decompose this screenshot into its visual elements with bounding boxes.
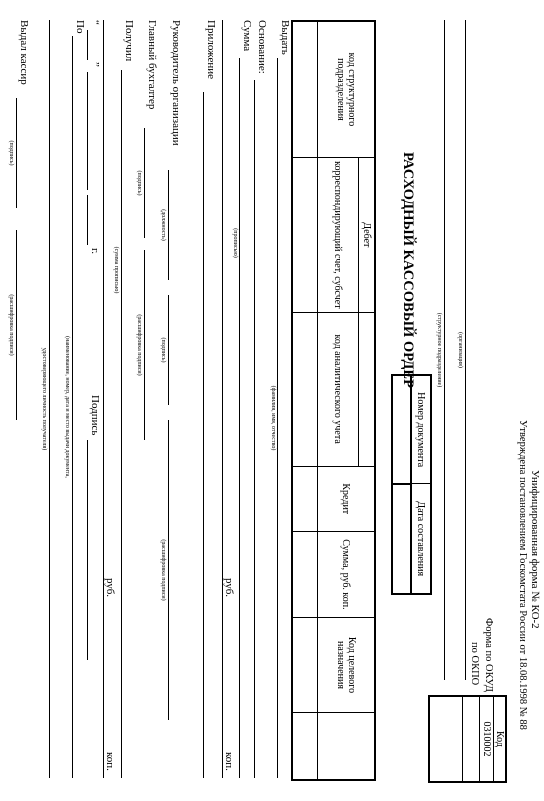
approval-note: Утверждена постановлением Госкомстата России от 18.08.1998 № 88: [517, 420, 528, 730]
year-suffix: г.: [89, 248, 101, 255]
head-label: Руководитель организации: [170, 20, 182, 146]
cell-empty: [293, 713, 318, 780]
sum-label: Сумма: [241, 20, 253, 52]
sum-line: [239, 58, 240, 778]
document-line: [72, 36, 73, 778]
number-label: Номер документа: [411, 375, 431, 484]
page-title: РАСХОДНЫЙ КАССОВЫЙ ОРДЕР: [400, 152, 416, 388]
number-value: [392, 375, 411, 484]
debit-head: Дебет: [359, 157, 376, 312]
sign-label: Подпись: [89, 395, 101, 436]
cell-purpose: [293, 617, 318, 712]
head-decoding-caption: (расшифровка подписи): [160, 539, 166, 601]
attachment-label: Приложение: [205, 20, 217, 80]
head-position-caption: (должность): [160, 209, 166, 241]
issue-label: Выдать: [279, 20, 291, 55]
cashier-signature-line: [16, 98, 17, 208]
accounting-table: [292, 20, 377, 781]
credit-head: Кредит: [318, 466, 376, 532]
okud-label: Форма по ОКУД: [483, 618, 494, 692]
cashier-decoding-caption: (расшифровка подписи): [8, 294, 14, 356]
identity-caption: удостоверяющего личность получателя): [41, 347, 47, 451]
document-table: [391, 374, 432, 595]
col-purpose-head: Код целевого назначения: [318, 617, 376, 712]
sign-line: [87, 440, 88, 660]
col-analytic-head: код аналитического учета: [318, 312, 359, 466]
received-kop: коп.: [104, 752, 116, 771]
accountant-signature-line: [144, 128, 145, 238]
basis-label: Основание:: [256, 20, 268, 74]
head-signature-caption: (подпись): [160, 337, 166, 363]
cell-amount: [293, 532, 318, 618]
debit-head-cont: [359, 312, 376, 466]
accountant-signature-caption: (подпись): [136, 170, 142, 196]
cell-account: [293, 157, 318, 312]
received-rub: руб.: [104, 578, 116, 598]
sum-caption: (прописью): [232, 228, 238, 258]
received-line-2: [103, 20, 104, 778]
month-line: [87, 72, 88, 190]
head-signature-line: [168, 295, 169, 405]
quote-open: “: [89, 20, 101, 25]
code-box: [428, 695, 507, 783]
year-line: [87, 195, 88, 245]
col-account-head: корреспондирующий счет, субсчет: [318, 157, 359, 312]
kop-label: коп.: [223, 752, 235, 771]
received-label: Получил: [123, 20, 135, 62]
quote-close: ”: [89, 62, 101, 67]
document-caption: (наименование, номер, дата и место выдачи документа,: [64, 336, 70, 478]
issue-line: [277, 58, 278, 778]
received-line: [121, 70, 122, 778]
col-empty-head: [318, 713, 376, 780]
cell-credit: [293, 466, 318, 532]
organization-caption: (организация): [457, 332, 463, 368]
accountant-label: Главный бухгалтер: [146, 20, 158, 110]
received-caption: (сумма прописью): [113, 246, 119, 294]
organization-line: [465, 20, 466, 680]
division-code: [429, 696, 463, 782]
cashier-label: Выдал кассир: [18, 20, 30, 85]
form-name: Унифицированная форма № КО-2: [529, 470, 541, 629]
rub-label: руб.: [223, 578, 235, 598]
cashier-decoding-line: [16, 230, 17, 420]
by-label: По: [74, 20, 86, 34]
cashier-signature-caption: (подпись): [8, 140, 14, 166]
head-position-line: [168, 170, 169, 280]
col-division-head: код структурного подразделения: [318, 21, 376, 157]
sum-line-2: [222, 20, 223, 778]
cell-analytic: [293, 312, 318, 466]
basis-line: [254, 80, 255, 778]
attachment-line: [203, 92, 204, 778]
division-caption: (структурное подразделение): [436, 312, 442, 388]
okpo-value: [463, 696, 480, 782]
document-line-2: [49, 20, 50, 778]
day-line: [87, 30, 88, 60]
division-line: [444, 20, 445, 680]
head-decoding-line: [168, 420, 169, 720]
accountant-decoding-caption: (расшифровка подписи): [136, 314, 142, 376]
date-value: [392, 484, 411, 594]
cell-division: [293, 21, 318, 157]
accountant-decoding-line: [144, 250, 145, 440]
issue-caption: (фамилия, имя, отчество): [270, 385, 276, 451]
okpo-label: по ОКПО: [469, 642, 480, 686]
okud-value: 0310002: [480, 696, 494, 782]
col-amount-head: Сумма, руб. коп.: [318, 532, 376, 618]
code-head: Код: [494, 696, 507, 782]
date-label: Дата составления: [411, 484, 431, 594]
